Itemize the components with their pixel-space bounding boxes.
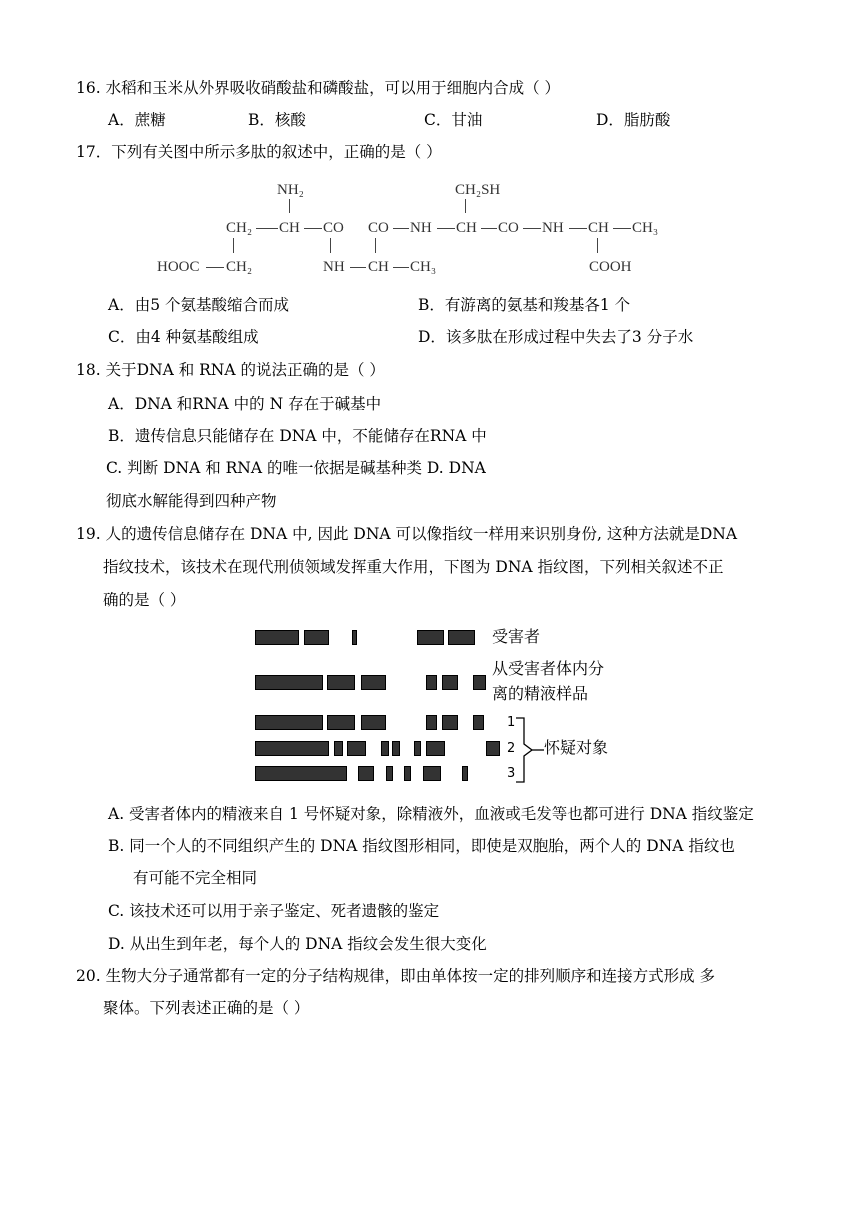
q17-option-b: B．有游离的氨基和羧基各1 个 (418, 296, 631, 314)
band (381, 741, 389, 756)
q18-option-b: B．遗传信息只能储存在 DNA 中，不能储存在RNA 中 (108, 427, 487, 445)
band (255, 715, 323, 730)
chem-co-b: CO (368, 220, 389, 236)
band (423, 766, 441, 781)
band (386, 766, 393, 781)
q16-option-b: B．核酸 (248, 111, 306, 129)
q17-option-c: C．由4 种氨基酸组成 (108, 328, 259, 346)
q18-option-d-cont: 彻底水解能得到四种产物 (106, 492, 277, 510)
chem-co-a: CO (323, 220, 344, 236)
band (255, 741, 329, 756)
band (417, 630, 444, 645)
band (347, 741, 366, 756)
chem-ch-a: CH (279, 220, 300, 236)
chem-co-c: CO (498, 220, 519, 236)
q19-option-c: C. 该技术还可以用于亲子鉴定、死者遗骸的鉴定 (108, 902, 440, 920)
q19-stem-1: 19. 人的遗传信息储存在 DNA 中, 因此 DNA 可以像指纹一样用来识别身份, 这种方法就是DNA (76, 525, 738, 543)
q17-stem: 17．下列有关图中所示多肽的叙述中，正确的是（ ） (76, 143, 442, 161)
q16-option-a: A．蔗糖 (108, 111, 166, 129)
q17-option-d: D．该多肽在形成过程中失去了3 分子水 (418, 328, 694, 346)
q18-stem: 18. 关于DNA 和 RNA 的说法正确的是（ ） (76, 361, 385, 379)
q18-option-c-d: C. 判断 DNA 和 RNA 的唯一依据是碱基种类 D. DNA (106, 459, 486, 477)
band (462, 766, 468, 781)
q16-stem: 16. 水稻和玉米从外界吸收硝酸盐和磷酸盐，可以用于细胞内合成（ ） (76, 79, 561, 97)
q19-stem-2: 指纹技术，该技术在现代刑侦领域发挥重大作用，下图为 DNA 指纹图，下列相关叙述不正 (103, 558, 724, 576)
band (414, 741, 421, 756)
q19-stem-3: 确的是（ ） (103, 591, 186, 609)
q16-option-c: C．甘油 (424, 111, 483, 129)
suspect-number-3: 3 (507, 766, 516, 781)
label-sample-line-2: 离的精液样品 (492, 684, 589, 703)
band (255, 675, 323, 690)
band (473, 675, 486, 690)
band (255, 766, 347, 781)
q19-option-b: B. 同一个人的不同组织产生的 DNA 指纹图形相同，即使是双胞胎，两个人的 DNA 指纹也 (108, 837, 735, 855)
chem-ch-d: CH (588, 220, 609, 236)
chem-nh2: NH₂ (277, 182, 304, 198)
band (327, 675, 355, 690)
label-sample-line-1: 从受害者体内分 (492, 659, 605, 678)
q16-option-d: D．脂肪酸 (596, 111, 671, 129)
chem-ch3-e: CH₃ (410, 259, 437, 275)
band (426, 715, 437, 730)
band (442, 715, 458, 730)
suspect-number-2: 2 (507, 741, 516, 756)
band (304, 630, 329, 645)
chem-ch2sh: CH₂SH (455, 182, 501, 198)
q17-option-a: A．由5 个氨基酸缩合而成 (108, 296, 289, 314)
chem-hooc: HOOC (157, 259, 200, 275)
band (361, 715, 386, 730)
band (426, 741, 445, 756)
chem-ch2-a: CH₂ (226, 220, 253, 236)
band (473, 715, 484, 730)
band (486, 741, 500, 756)
band (448, 630, 475, 645)
chem-ch3-d: CH₃ (632, 220, 659, 236)
q19-option-b-cont: 有可能不完全相同 (133, 869, 258, 887)
q20-stem-2: 聚体。下列表述正确的是（ ） (103, 999, 310, 1017)
band (352, 630, 357, 645)
band (442, 675, 458, 690)
chem-ch-e: CH (368, 259, 389, 275)
band (255, 630, 299, 645)
band (426, 675, 437, 690)
chem-cooh: COOH (589, 259, 632, 275)
chem-ch2-b: CH₂ (226, 259, 253, 275)
label-suspects: 怀疑对象 (544, 738, 609, 757)
band (327, 715, 355, 730)
chem-nh-b: NH (410, 220, 432, 236)
band (361, 675, 386, 690)
suspect-bracket (514, 712, 546, 788)
suspect-number-1: 1 (507, 715, 516, 730)
band (404, 766, 411, 781)
q20-stem-1: 20. 生物大分子通常都有一定的分子结构规律，即由单体按一定的排列顺序和连接方式形成 多 (76, 967, 716, 985)
q18-option-a: A．DNA 和RNA 中的 N 存在于碱基中 (108, 395, 382, 413)
chem-nh-e: NH (323, 259, 345, 275)
chem-ch-c: CH (456, 220, 477, 236)
chem-nh-c: NH (542, 220, 564, 236)
band (358, 766, 374, 781)
q19-option-d: D. 从出生到年老，每个人的 DNA 指纹会发生很大变化 (108, 935, 487, 953)
q19-option-a: A. 受害者体内的精液来自 1 号怀疑对象，除精液外，血液或毛发等也都可进行 DNA 指纹鉴定 (108, 805, 754, 823)
band (392, 741, 400, 756)
label-victim: 受害者 (492, 627, 541, 646)
band (334, 741, 343, 756)
